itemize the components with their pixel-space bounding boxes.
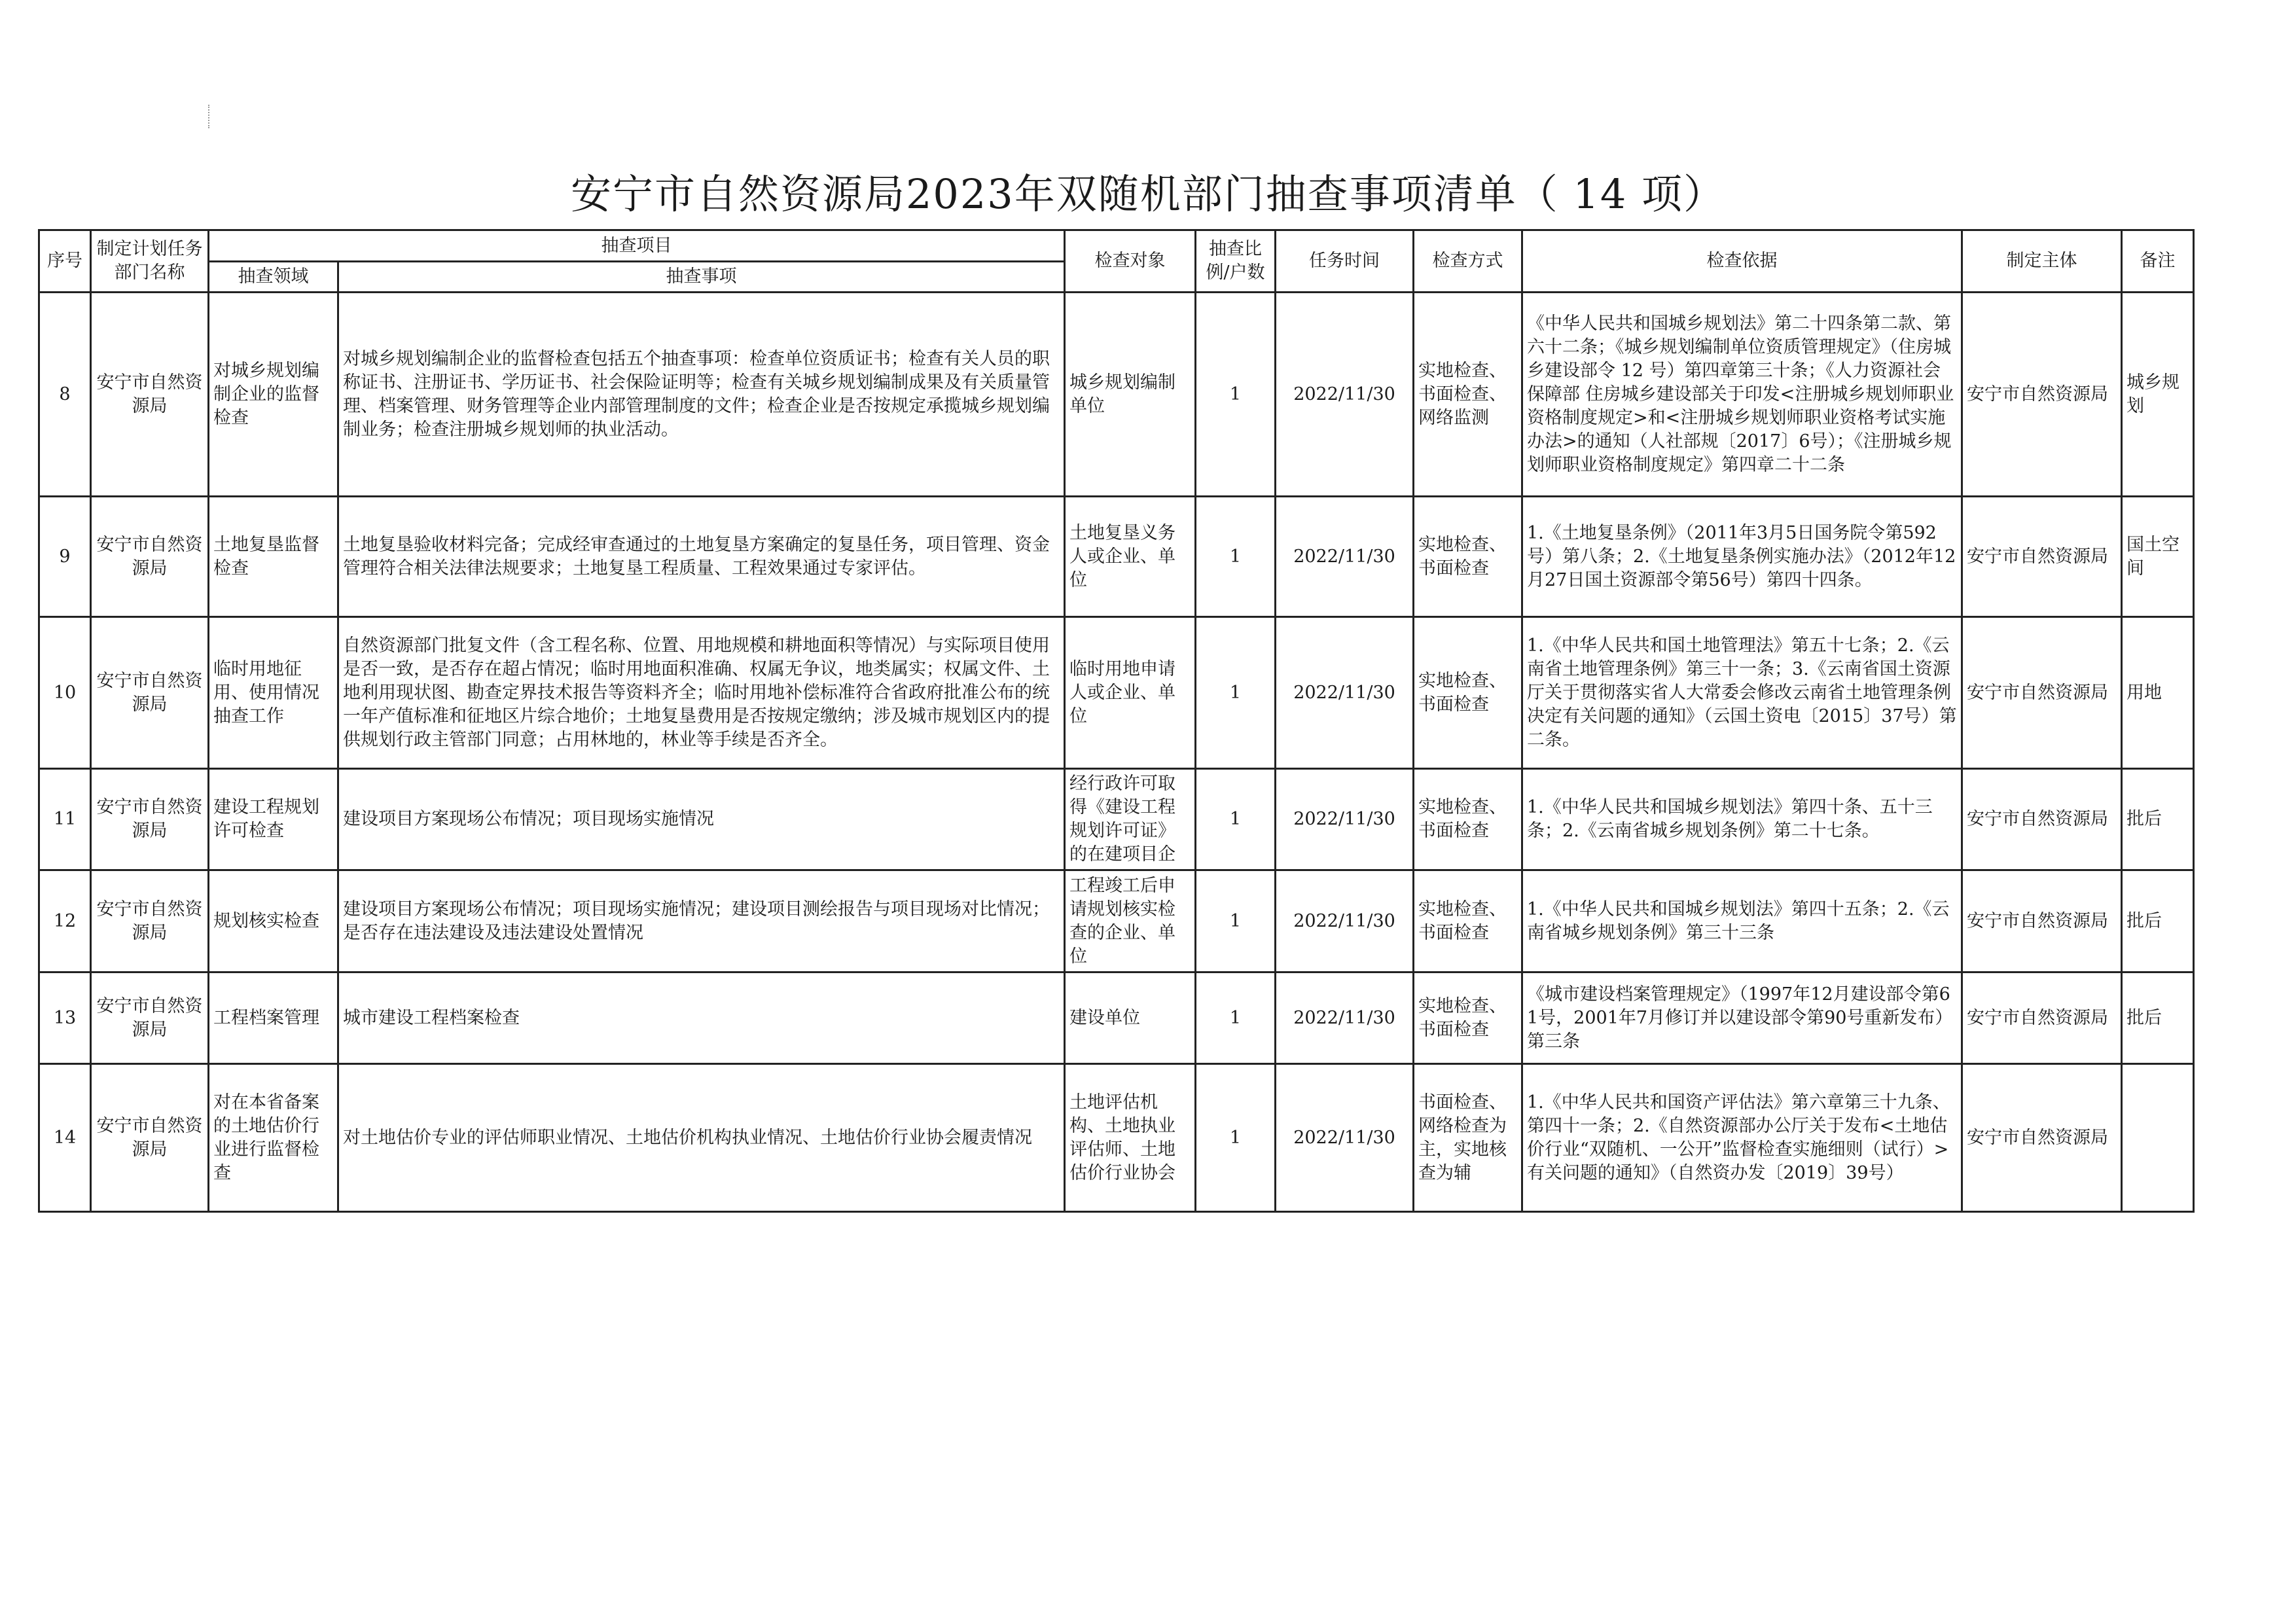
cell-matter: 建设项目方案现场公布情况；项目现场实施情况 (338, 769, 1065, 870)
cell-seq: 13 (39, 972, 91, 1064)
cell-matter: 对土地估价专业的评估师职业情况、土地估价机构执业情况、土地估价行业协会履责情况 (338, 1064, 1065, 1212)
cell-subject: 安宁市自然资源局 (1962, 293, 2122, 497)
cell-matter: 土地复垦验收材料完备；完成经审查通过的土地复垦方案确定的复垦任务，项目管理、资金管理符合相关法律法规要求；土地复垦工程质量、工程效果通过专家评估。 (338, 497, 1065, 617)
cell-field: 工程档案管理 (209, 972, 338, 1064)
cell-dept: 安宁市自然资源局 (91, 497, 209, 617)
table-row (39, 972, 2194, 1064)
cell-target: 土地评估机构、土地执业评估师、土地估价行业协会 (1065, 1064, 1196, 1212)
header-matter: 抽查事项 (338, 262, 1065, 293)
header-field: 抽查领域 (209, 262, 338, 293)
cell-method: 实地检查、书面检查 (1414, 769, 1522, 870)
cell-subject: 安宁市自然资源局 (1962, 870, 2122, 972)
cell-time: 2022/11/30 (1276, 769, 1414, 870)
cell-subject: 安宁市自然资源局 (1962, 1064, 2122, 1212)
header-basis: 检查依据 (1522, 230, 1962, 293)
cell-field: 临时用地征用、使用情况抽查工作 (209, 617, 338, 769)
cell-ratio: 1 (1196, 617, 1276, 769)
header-seq: 序号 (39, 230, 91, 293)
cell-target: 城乡规划编制单位 (1065, 293, 1196, 497)
cell-basis: 1.《土地复垦条例》（2011年3月5日国务院令第592号）第八条；2.《土地复垦条例实施办法》（2012年12月27日国土资源部令第56号）第四十四条。 (1522, 497, 1962, 617)
cell-ratio: 1 (1196, 497, 1276, 617)
cell-target: 工程竣工后申请规划核实检查的企业、单位 (1065, 870, 1196, 972)
table-header (39, 230, 2194, 293)
cell-time: 2022/11/30 (1276, 617, 1414, 769)
table-row (39, 1064, 2194, 1212)
cell-subject: 安宁市自然资源局 (1962, 972, 2122, 1064)
cell-dept: 安宁市自然资源局 (91, 870, 209, 972)
header-method: 检查方式 (1414, 230, 1522, 293)
header-target: 检查对象 (1065, 230, 1196, 293)
cell-note: 用地 (2122, 617, 2194, 769)
cell-note: 批后 (2122, 972, 2194, 1064)
table-body (39, 293, 2194, 1212)
cell-note: 批后 (2122, 769, 2194, 870)
cell-method: 书面检查、网络检查为主，实地核查为辅 (1414, 1064, 1522, 1212)
cell-matter: 城市建设工程档案检查 (338, 972, 1065, 1064)
cell-dept: 安宁市自然资源局 (91, 293, 209, 497)
cell-seq: 9 (39, 497, 91, 617)
cell-dept: 安宁市自然资源局 (91, 1064, 209, 1212)
cell-basis: 《城市建设档案管理规定》（1997年12月建设部令第61号，2001年7月修订并以建设部令第90号重新发布）第三条 (1522, 972, 1962, 1064)
cell-method: 实地检查、书面检查 (1414, 617, 1522, 769)
cell-target: 建设单位 (1065, 972, 1196, 1064)
cell-time: 2022/11/30 (1276, 497, 1414, 617)
cell-note: 城乡规划 (2122, 293, 2194, 497)
cell-field: 规划核实检查 (209, 870, 338, 972)
inspection-table (38, 229, 2195, 1213)
cell-note: 批后 (2122, 870, 2194, 972)
cell-field: 土地复垦监督检查 (209, 497, 338, 617)
cell-time: 2022/11/30 (1276, 972, 1414, 1064)
cell-dept: 安宁市自然资源局 (91, 972, 209, 1064)
cell-basis: 1.《中华人民共和国资产评估法》第六章第三十九条、第四十一条；2.《自然资源部办公厅关于发布<土地估价行业“双随机、一公开”监督检查实施细则（试行）>有关问题的通知》（自然资办发〔2019〕39号） (1522, 1064, 1962, 1212)
table-row (39, 497, 2194, 617)
cell-subject: 安宁市自然资源局 (1962, 769, 2122, 870)
header-time: 任务时间 (1276, 230, 1414, 293)
cell-method: 实地检查、书面检查 (1414, 870, 1522, 972)
cell-field: 对在本省备案的土地估价行业进行监督检查 (209, 1064, 338, 1212)
table-row (39, 870, 2194, 972)
cell-target: 经行政许可取得《建设工程规划许可证》的在建项目企 (1065, 769, 1196, 870)
cell-method: 实地检查、书面检查、网络监测 (1414, 293, 1522, 497)
cell-matter: 对城乡规划编制企业的监督检查包括五个抽查事项：检查单位资质证书；检查有关人员的职称证书、注册证书、学历证书、社会保险证明等；检查有关城乡规划编制成果及有关质量管理、档案管理、财务管理等企业内部管理制度的文件；检查企业是否按规定承揽城乡规划编制业务；检查注册城乡规划师的执业活动。 (338, 293, 1065, 497)
header-item-group: 抽查项目 (209, 230, 1065, 262)
cell-basis: 1.《中华人民共和国城乡规划法》第四十五条；2.《云南省城乡规划条例》第三十三条 (1522, 870, 1962, 972)
cell-time: 2022/11/30 (1276, 870, 1414, 972)
cell-time: 2022/11/30 (1276, 1064, 1414, 1212)
cell-note (2122, 1064, 2194, 1212)
header-note: 备注 (2122, 230, 2194, 293)
header-ratio: 抽查比例/户数 (1196, 230, 1276, 293)
cell-seq: 8 (39, 293, 91, 497)
cell-field: 对城乡规划编制企业的监督检查 (209, 293, 338, 497)
cell-target: 土地复垦义务人或企业、单位 (1065, 497, 1196, 617)
cell-seq: 11 (39, 769, 91, 870)
cell-seq: 12 (39, 870, 91, 972)
header-subject: 制定主体 (1962, 230, 2122, 293)
cell-basis: 1.《中华人民共和国土地管理法》第五十七条；2.《云南省土地管理条例》第三十一条；3.《云南省国土资源厅关于贯彻落实省人大常委会修改云南省土地管理条例决定有关问题的通知》（云国土资电〔2015〕37号）第二条。 (1522, 617, 1962, 769)
cell-method: 实地检查、书面检查 (1414, 497, 1522, 617)
table-row (39, 769, 2194, 870)
cell-basis: 1.《中华人民共和国城乡规划法》第四十条、五十三条；2.《云南省城乡规划条例》第二十七条。 (1522, 769, 1962, 870)
cell-seq: 14 (39, 1064, 91, 1212)
cell-basis: 《中华人民共和国城乡规划法》第二十四条第二款、第六十二条；《城乡规划编制单位资质管理规定》（住房城乡建设部令 12 号）第四章第三十条；《人力资源社会保障部 住房城乡建设部关于印发<注册城乡规划师职业资格制度规定>和<注册城乡规划师职业资格考试实施办法>的通知（人社部规〔2017〕6号）；《注册城乡规划师职业资格制度规定》第四章二十二条 (1522, 293, 1962, 497)
cell-seq: 10 (39, 617, 91, 769)
cell-field: 建设工程规划许可检查 (209, 769, 338, 870)
cell-ratio: 1 (1196, 870, 1276, 972)
table-row (39, 293, 2194, 497)
page-title: 安宁市自然资源局2023年双随机部门抽查事项清单（ 14 项） (570, 170, 1726, 218)
cell-time: 2022/11/30 (1276, 293, 1414, 497)
table-row (39, 617, 2194, 769)
cell-matter: 建设项目方案现场公布情况；项目现场实施情况；建设项目测绘报告与项目现场对比情况；是否存在违法建设及违法建设处置情况 (338, 870, 1065, 972)
cell-method: 实地检查、书面检查 (1414, 972, 1522, 1064)
cell-ratio: 1 (1196, 293, 1276, 497)
cell-note: 国土空间 (2122, 497, 2194, 617)
header-dept: 制定计划任务部门名称 (91, 230, 209, 293)
cell-ratio: 1 (1196, 769, 1276, 870)
scan-margin-mark (208, 105, 212, 128)
cell-dept: 安宁市自然资源局 (91, 617, 209, 769)
cell-target: 临时用地申请人或企业、单位 (1065, 617, 1196, 769)
cell-ratio: 1 (1196, 972, 1276, 1064)
cell-subject: 安宁市自然资源局 (1962, 497, 2122, 617)
cell-dept: 安宁市自然资源局 (91, 769, 209, 870)
cell-matter: 自然资源部门批复文件（含工程名称、位置、用地规模和耕地面积等情况）与实际项目使用是否一致，是否存在超占情况；临时用地面积准确、权属无争议，地类属实；权属文件、土地利用现状图、勘查定界技术报告等资料齐全；临时用地补偿标准符合省政府批准公布的统一年产值标准和征地区片综合地价；土地复垦费用是否按规定缴纳；涉及城市规划区内的提供规划行政主管部门同意；占用林地的，林业等手续是否齐全。 (338, 617, 1065, 769)
cell-subject: 安宁市自然资源局 (1962, 617, 2122, 769)
cell-ratio: 1 (1196, 1064, 1276, 1212)
